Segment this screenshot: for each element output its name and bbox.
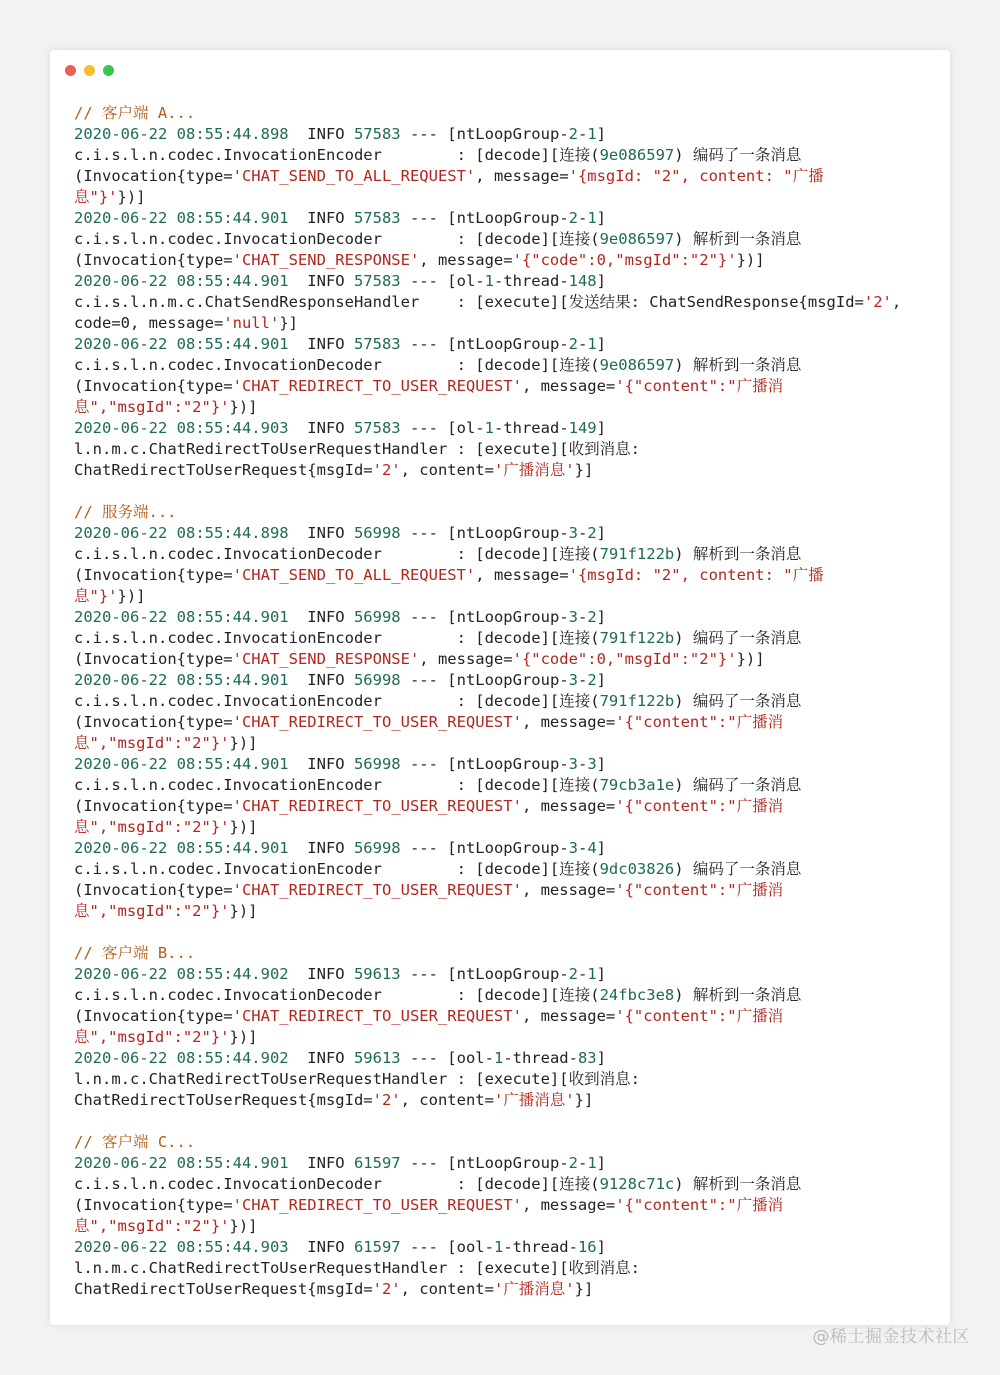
log-segment: c.i.s.l.n.m.c.ChatSendResponseHandler : [execute][发送结果: ChatSendResponse{msgId= — [74, 293, 864, 311]
log-line — [74, 103, 940, 124]
log-segment: l.n.m.c.ChatRedirectToUserRequestHandler : [execute][收到消息: — [74, 1259, 640, 1277]
log-segment: - — [577, 335, 588, 353]
log-segment: '2' — [372, 1091, 401, 1109]
log-segment: 'CHAT_REDIRECT_TO_USER_REQUEST' — [232, 797, 522, 815]
log-line — [74, 1132, 940, 1153]
log-segment: 9128c71c — [599, 1175, 675, 1193]
log-segment: 息"}' — [74, 188, 118, 206]
log-segment: ] — [596, 272, 606, 290]
log-line — [74, 565, 940, 586]
log-segment: ] — [596, 1049, 606, 1067]
log-segment: ) 解析到一条消息 — [674, 545, 802, 563]
log-segment: 59613 — [353, 965, 401, 983]
log-segment: 56998 — [353, 524, 401, 542]
log-segment: , message= — [521, 797, 616, 815]
log-segment: 24fbc3e8 — [599, 986, 675, 1004]
log-segment: 息","msgId":"2"}' — [74, 734, 230, 752]
log-line — [74, 670, 940, 691]
log-segment: --- [ntLoopGroup- — [400, 965, 569, 983]
log-segment: '广播消息' — [493, 1280, 575, 1298]
log-segment: (Invocation{type= — [74, 650, 233, 668]
log-segment: -thread- — [503, 1238, 578, 1256]
log-segment: '{msgId: "2", content: "广播 — [568, 167, 824, 185]
log-segment: 2020-06-22 08:55:44.898 — [74, 524, 289, 542]
log-line — [74, 1090, 940, 1111]
log-segment: 息","msgId":"2"}' — [74, 818, 230, 836]
log-segment: --- [ol- — [400, 272, 485, 290]
log-segment: (Invocation{type= — [74, 1196, 233, 1214]
log-line — [74, 1027, 940, 1048]
log-line — [74, 901, 940, 922]
log-line — [74, 628, 940, 649]
log-line — [74, 187, 940, 208]
log-line — [74, 208, 940, 229]
log-segment: INFO — [288, 272, 354, 290]
log-segment: 2020-06-22 08:55:44.902 — [74, 1049, 289, 1067]
log-segment: }] — [574, 1091, 594, 1109]
log-segment: 9dc03826 — [599, 860, 675, 878]
log-segment: c.i.s.l.n.codec.InvocationEncoder : [decode][连接( — [74, 146, 600, 164]
log-segment: ) 编码了一条消息 — [674, 860, 802, 878]
log-line — [74, 124, 940, 145]
log-line — [74, 712, 940, 733]
watermark: @稀土掘金技术社区 — [812, 1327, 970, 1347]
log-segment: ChatRedirectToUserRequest{msgId= — [74, 461, 373, 479]
log-segment: ] — [596, 671, 606, 689]
log-segment: 2020-06-22 08:55:44.901 — [74, 839, 289, 857]
log-segment: ) 解析到一条消息 — [674, 230, 802, 248]
log-line — [74, 1174, 940, 1195]
log-segment: - — [577, 755, 588, 773]
log-segment: }] — [279, 314, 298, 332]
log-segment: 2020-06-22 08:55:44.901 — [74, 1154, 289, 1172]
log-segment: })] — [736, 251, 765, 269]
log-segment: - — [577, 1154, 588, 1172]
log-segment: })] — [736, 650, 765, 668]
log-line — [74, 964, 940, 985]
log-line — [74, 1153, 940, 1174]
log-segment: // 客户端 A... — [74, 104, 196, 122]
log-segment: 2020-06-22 08:55:44.903 — [74, 1238, 289, 1256]
log-segment: 2 — [568, 1154, 578, 1172]
log-line — [74, 250, 940, 271]
log-segment: 57583 — [353, 419, 401, 437]
log-segment: --- [ntLoopGroup- — [400, 125, 569, 143]
log-segment: , content= — [400, 1280, 494, 1298]
log-segment: --- [ntLoopGroup- — [400, 524, 569, 542]
log-line — [74, 649, 940, 670]
log-segment: , — [891, 293, 902, 311]
log-segment: - — [577, 524, 588, 542]
log-line — [74, 1237, 940, 1258]
log-segment: '{"code":0,"msgId":"2"}' — [512, 251, 737, 269]
log-segment: 791f122b — [599, 545, 675, 563]
log-segment: c.i.s.l.n.codec.InvocationDecoder : [decode][连接( — [74, 986, 600, 1004]
log-segment: 57583 — [353, 125, 401, 143]
log-segment: , message= — [419, 650, 513, 668]
log-line — [74, 607, 940, 628]
log-segment: ) 解析到一条消息 — [674, 986, 802, 1004]
log-segment: ] — [596, 965, 606, 983]
log-line — [74, 334, 940, 355]
log-segment: , message= — [475, 167, 569, 185]
log-line — [74, 166, 940, 187]
log-segment: '2' — [372, 461, 401, 479]
log-segment: --- [ool- — [400, 1049, 494, 1067]
log-segment: ] — [596, 608, 606, 626]
log-segment: --- [ntLoopGroup- — [400, 335, 569, 353]
log-segment: // 服务端... — [74, 503, 177, 521]
log-segment: c.i.s.l.n.codec.InvocationEncoder : [decode][连接( — [74, 860, 600, 878]
log-segment: INFO — [288, 965, 354, 983]
log-segment: 'CHAT_REDIRECT_TO_USER_REQUEST' — [232, 1007, 522, 1025]
log-segment: INFO — [288, 524, 354, 542]
log-segment: 'CHAT_REDIRECT_TO_USER_REQUEST' — [232, 881, 522, 899]
log-segment: 56998 — [353, 608, 401, 626]
log-segment: INFO — [288, 671, 354, 689]
log-segment: ] — [596, 755, 606, 773]
log-segment: , message= — [521, 713, 616, 731]
log-line — [74, 460, 940, 481]
log-segment: -thread- — [493, 419, 569, 437]
log-line — [74, 502, 940, 523]
log-segment: 791f122b — [599, 692, 675, 710]
log-segment: 9e086597 — [599, 356, 675, 374]
log-segment: l.n.m.c.ChatRedirectToUserRequestHandler : [execute][收到消息: — [74, 440, 640, 458]
blank-line — [74, 481, 940, 502]
log-segment: 56998 — [353, 755, 401, 773]
log-line — [74, 313, 940, 334]
log-segment: 9e086597 — [599, 230, 675, 248]
log-segment: (Invocation{type= — [74, 377, 233, 395]
log-segment: (Invocation{type= — [74, 797, 233, 815]
window-controls — [65, 65, 114, 76]
log-segment: 'null' — [223, 314, 280, 332]
log-line — [74, 691, 940, 712]
log-segment: 9e086597 — [599, 146, 675, 164]
log-segment: ChatRedirectToUserRequest{msgId= — [74, 1280, 373, 1298]
log-segment: 1 — [484, 419, 494, 437]
log-segment: 56998 — [353, 671, 401, 689]
log-segment: c.i.s.l.n.codec.InvocationDecoder : [decode][连接( — [74, 230, 600, 248]
log-line — [74, 985, 940, 1006]
log-line — [74, 523, 940, 544]
log-segment: })] — [229, 398, 258, 416]
log-segment: 1 — [587, 125, 597, 143]
log-segment: , content= — [400, 461, 494, 479]
log-line — [74, 1216, 940, 1237]
log-segment: 61597 — [353, 1154, 401, 1172]
log-segment: , message= — [521, 881, 616, 899]
log-segment: --- [ntLoopGroup- — [400, 1154, 569, 1172]
log-segment: 'CHAT_SEND_RESPONSE' — [232, 251, 420, 269]
blank-line — [74, 1111, 940, 1132]
log-line — [74, 145, 940, 166]
log-segment: }] — [574, 461, 594, 479]
log-segment: --- [ntLoopGroup- — [400, 839, 569, 857]
log-segment: , message= — [419, 251, 513, 269]
log-segment: '{"content":"广播消 — [615, 797, 784, 815]
log-segment: --- [ntLoopGroup- — [400, 608, 569, 626]
log-segment: 2 — [568, 209, 578, 227]
log-line — [74, 1048, 940, 1069]
log-segment: 57583 — [353, 209, 401, 227]
log-segment: 息","msgId":"2"}' — [74, 1217, 230, 1235]
minimize-dot-icon[interactable] — [84, 65, 95, 76]
log-segment: -thread- — [493, 272, 569, 290]
log-segment: (Invocation{type= — [74, 1007, 233, 1025]
log-segment: c.i.s.l.n.codec.InvocationDecoder : [decode][连接( — [74, 545, 600, 563]
log-output — [74, 103, 940, 1300]
log-segment: , content= — [400, 1091, 494, 1109]
log-segment: --- [ol- — [400, 419, 485, 437]
log-segment: INFO — [288, 335, 354, 353]
log-segment: INFO — [288, 608, 354, 626]
log-segment: INFO — [288, 125, 354, 143]
log-line — [74, 796, 940, 817]
log-segment: 148 — [568, 272, 597, 290]
log-segment: ) 编码了一条消息 — [674, 146, 802, 164]
log-line — [74, 439, 940, 460]
log-segment: 1 — [587, 209, 597, 227]
log-line — [74, 355, 940, 376]
log-segment: })] — [117, 188, 146, 206]
log-segment: ) 编码了一条消息 — [674, 692, 802, 710]
log-segment: 791f122b — [599, 629, 675, 647]
log-segment: 1 — [587, 965, 597, 983]
log-segment: 2 — [568, 125, 578, 143]
log-segment: 'CHAT_SEND_TO_ALL_REQUEST' — [232, 167, 476, 185]
log-segment: INFO — [288, 209, 354, 227]
log-segment: 2020-06-22 08:55:44.898 — [74, 125, 289, 143]
log-segment: 2020-06-22 08:55:44.901 — [74, 209, 289, 227]
log-segment: 1 — [493, 1238, 504, 1256]
log-segment: 2020-06-22 08:55:44.901 — [74, 608, 289, 626]
log-segment: --- [ntLoopGroup- — [400, 209, 569, 227]
log-segment: '{"content":"广播消 — [615, 713, 784, 731]
log-line — [74, 271, 940, 292]
log-segment: ] — [596, 209, 606, 227]
log-segment: 'CHAT_SEND_TO_ALL_REQUEST' — [232, 566, 476, 584]
log-segment: -thread- — [503, 1049, 578, 1067]
log-line — [74, 418, 940, 439]
log-segment: })] — [229, 902, 258, 920]
log-segment: 3 — [568, 524, 578, 542]
log-segment: })] — [229, 818, 258, 836]
log-segment: 'CHAT_SEND_RESPONSE' — [232, 650, 420, 668]
log-line — [74, 1258, 940, 1279]
log-line — [74, 859, 940, 880]
log-segment: ] — [596, 1238, 606, 1256]
log-segment: 4 — [587, 839, 597, 857]
log-segment: INFO — [288, 419, 354, 437]
log-segment: ] — [596, 125, 606, 143]
log-segment: 1 — [493, 1049, 504, 1067]
log-segment: 息","msgId":"2"}' — [74, 398, 230, 416]
log-segment: 3 — [568, 839, 578, 857]
log-segment: c.i.s.l.n.codec.InvocationEncoder : [decode][连接( — [74, 692, 600, 710]
log-segment: 57583 — [353, 272, 401, 290]
log-segment: })] — [117, 587, 146, 605]
log-segment: 1 — [587, 1154, 597, 1172]
log-segment: 57583 — [353, 335, 401, 353]
log-line — [74, 544, 940, 565]
log-segment: INFO — [288, 839, 354, 857]
log-line — [74, 775, 940, 796]
log-segment: ) 编码了一条消息 — [674, 776, 802, 794]
log-segment: // 客户端 B... — [74, 944, 196, 962]
log-line — [74, 817, 940, 838]
log-segment: 2 — [568, 965, 578, 983]
log-segment: 2020-06-22 08:55:44.901 — [74, 671, 289, 689]
log-segment: , message= — [521, 1196, 616, 1214]
log-line — [74, 586, 940, 607]
log-segment: })] — [229, 1217, 258, 1235]
log-segment: 79cb3a1e — [599, 776, 675, 794]
log-segment: ) 编码了一条消息 — [674, 629, 802, 647]
log-segment: 1 — [587, 335, 597, 353]
log-line — [74, 1195, 940, 1216]
log-segment: 息","msgId":"2"}' — [74, 902, 230, 920]
log-line — [74, 229, 940, 250]
close-dot-icon[interactable] — [65, 65, 76, 76]
log-segment: 2 — [587, 608, 597, 626]
log-segment: c.i.s.l.n.codec.InvocationEncoder : [decode][连接( — [74, 629, 600, 647]
log-segment: // 客户端 C... — [74, 1133, 196, 1151]
log-segment: 83 — [577, 1049, 597, 1067]
log-segment: INFO — [288, 1049, 354, 1067]
log-segment: '广播消息' — [493, 1091, 575, 1109]
log-segment: '广播消息' — [493, 461, 575, 479]
log-segment: l.n.m.c.ChatRedirectToUserRequestHandler : [execute][收到消息: — [74, 1070, 640, 1088]
code-window — [50, 50, 950, 1325]
log-segment: })] — [229, 734, 258, 752]
log-line — [74, 292, 940, 313]
log-segment: 149 — [568, 419, 597, 437]
log-segment: , message= — [521, 377, 616, 395]
log-segment: - — [577, 671, 588, 689]
log-segment: 2020-06-22 08:55:44.902 — [74, 965, 289, 983]
log-segment: ) 解析到一条消息 — [674, 356, 802, 374]
log-segment: ChatRedirectToUserRequest{msgId= — [74, 1091, 373, 1109]
log-segment: 2020-06-22 08:55:44.901 — [74, 335, 289, 353]
log-segment: 56998 — [353, 839, 401, 857]
log-segment: 2 — [587, 524, 597, 542]
log-line — [74, 1069, 940, 1090]
log-segment: - — [577, 965, 588, 983]
log-segment: '{"content":"广播消 — [615, 377, 784, 395]
blank-line — [74, 922, 940, 943]
log-segment: - — [577, 209, 588, 227]
log-segment: '{"content":"广播消 — [615, 1196, 784, 1214]
log-line — [74, 1006, 940, 1027]
log-segment: '{msgId: "2", content: "广播 — [568, 566, 824, 584]
log-segment: 3 — [568, 755, 578, 773]
log-segment: c.i.s.l.n.codec.InvocationEncoder : [decode][连接( — [74, 776, 600, 794]
log-segment: 2 — [568, 335, 578, 353]
log-segment: ] — [596, 419, 606, 437]
log-segment: - — [577, 839, 588, 857]
log-segment: 59613 — [353, 1049, 401, 1067]
log-segment: 3 — [568, 608, 578, 626]
log-segment: 16 — [577, 1238, 597, 1256]
log-segment: (Invocation{type= — [74, 713, 233, 731]
log-segment: 'CHAT_REDIRECT_TO_USER_REQUEST' — [232, 713, 522, 731]
log-segment: '2' — [863, 293, 892, 311]
log-line — [74, 397, 940, 418]
log-segment: ] — [596, 839, 606, 857]
log-segment: '{"content":"广播消 — [615, 1007, 784, 1025]
log-segment: '2' — [372, 1280, 401, 1298]
log-line — [74, 754, 940, 775]
log-segment: code=0, message= — [74, 314, 224, 332]
log-line — [74, 376, 940, 397]
log-segment: --- [ntLoopGroup- — [400, 755, 569, 773]
log-segment: INFO — [288, 1154, 354, 1172]
log-segment: 2020-06-22 08:55:44.901 — [74, 755, 289, 773]
log-segment: 2020-06-22 08:55:44.901 — [74, 272, 289, 290]
log-segment: '{"code":0,"msgId":"2"}' — [512, 650, 737, 668]
log-segment: 息"}' — [74, 587, 118, 605]
log-segment: }] — [574, 1280, 594, 1298]
log-segment: 61597 — [353, 1238, 401, 1256]
log-segment: c.i.s.l.n.codec.InvocationDecoder : [decode][连接( — [74, 1175, 600, 1193]
log-segment: 'CHAT_REDIRECT_TO_USER_REQUEST' — [232, 1196, 522, 1214]
log-segment: 'CHAT_REDIRECT_TO_USER_REQUEST' — [232, 377, 522, 395]
log-segment: 2020-06-22 08:55:44.903 — [74, 419, 289, 437]
log-line — [74, 943, 940, 964]
log-segment: ] — [596, 1154, 606, 1172]
log-segment: , message= — [521, 1007, 616, 1025]
log-segment: 息","msgId":"2"}' — [74, 1028, 230, 1046]
log-segment: - — [577, 608, 588, 626]
log-line — [74, 880, 940, 901]
log-segment: })] — [229, 1028, 258, 1046]
log-segment: INFO — [288, 1238, 354, 1256]
log-segment: ] — [596, 335, 606, 353]
log-segment: , message= — [475, 566, 569, 584]
zoom-dot-icon[interactable] — [103, 65, 114, 76]
log-line — [74, 733, 940, 754]
log-segment: 3 — [587, 755, 597, 773]
log-segment: c.i.s.l.n.codec.InvocationDecoder : [decode][连接( — [74, 356, 600, 374]
log-segment: (Invocation{type= — [74, 167, 233, 185]
log-segment: - — [577, 125, 588, 143]
log-segment: 3 — [568, 671, 578, 689]
log-segment: ) 解析到一条消息 — [674, 1175, 802, 1193]
log-segment: ] — [596, 524, 606, 542]
log-segment: 2 — [587, 671, 597, 689]
log-line — [74, 838, 940, 859]
log-segment: INFO — [288, 755, 354, 773]
log-segment: '{"content":"广播消 — [615, 881, 784, 899]
log-line — [74, 1279, 940, 1300]
log-segment: --- [ool- — [400, 1238, 494, 1256]
log-segment: --- [ntLoopGroup- — [400, 671, 569, 689]
log-segment: (Invocation{type= — [74, 566, 233, 584]
log-segment: 1 — [484, 272, 494, 290]
log-segment: (Invocation{type= — [74, 251, 233, 269]
log-segment: (Invocation{type= — [74, 881, 233, 899]
